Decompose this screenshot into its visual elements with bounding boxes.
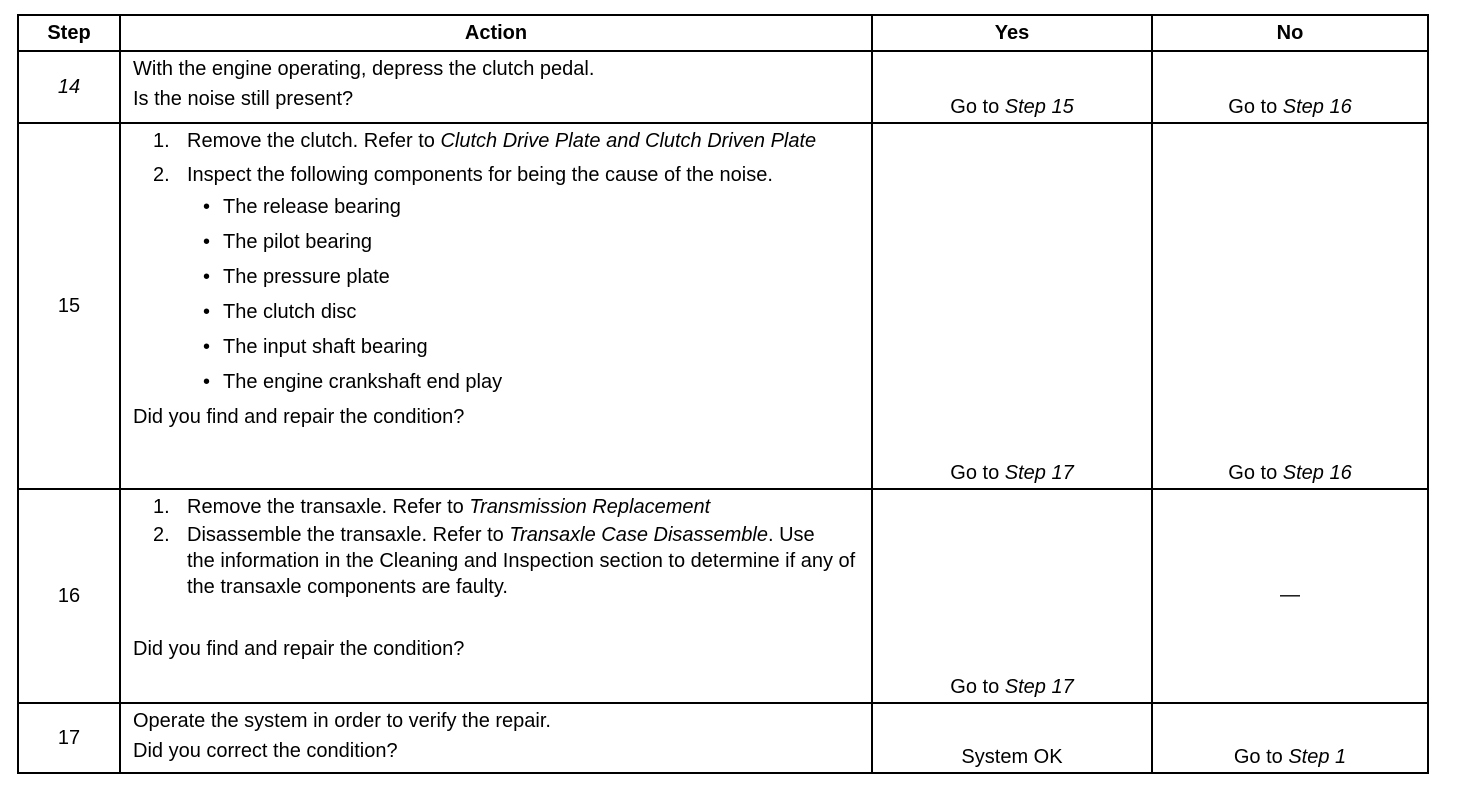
item-text-extra: the information in the Cleaning and Inspection section to determine if any of the transaxle components are faulty. [187,550,856,598]
item-number: 2. [153,164,170,186]
question-text: Did you correct the condition? [133,740,398,762]
yes-step-link[interactable]: Step 15 [1004,96,1074,118]
no-prefix: Go to [1228,96,1278,118]
table-row [18,123,1428,489]
action-text: With the engine operating, depress the clutch pedal. [133,58,595,80]
numbered-item [133,162,863,188]
item-number: 1. [153,496,170,518]
item-text-after: . Use [768,524,815,546]
no-cell [1152,123,1428,489]
no-cell [1152,703,1428,773]
question-text: Did you find and repair the condition? [133,406,465,428]
no-cell [1152,489,1428,703]
bullet-text: The release bearing [223,196,401,218]
action-text: Operate the system in order to verify the repair. [133,710,551,732]
question-text: Is the noise still present? [133,88,354,110]
reference-link[interactable]: Transmission Replacement [469,496,711,518]
bullet-text: The input shaft bearing [223,336,428,358]
list-item: • The clutch disc [133,295,863,330]
no-prefix: Go to [1228,462,1278,484]
bullet-text: The engine crankshaft end play [223,371,503,393]
yes-step-link[interactable]: Step 17 [1004,676,1074,698]
yes-result: System OK [961,746,1063,768]
no-cell [1152,51,1428,123]
diagnostic-table [17,14,1429,774]
item-text: Remove the clutch. Refer to [187,130,441,152]
item-number: 2. [153,524,170,546]
step-number: 14 [18,51,120,123]
numbered-item [133,128,863,154]
no-step-link[interactable]: Step 1 [1288,746,1347,768]
header-yes: Yes [872,15,1152,51]
step-number: 16 [18,489,120,703]
list-item: • The engine crankshaft end play [133,365,863,400]
item-text: Inspect the following components for being the cause of the noise. [187,164,773,186]
bullet-text: The pressure plate [223,266,390,288]
item-text: Disassemble the transaxle. Refer to [187,524,510,546]
action-cell [120,51,872,123]
yes-cell [872,123,1152,489]
header-no: No [1152,15,1428,51]
action-cell [120,123,872,489]
reference-link[interactable]: Clutch Drive Plate and Clutch Driven Plate [440,130,817,152]
header-row [18,15,1428,51]
yes-cell [872,703,1152,773]
yes-step-link[interactable]: Step 17 [1004,462,1074,484]
header-action: Action [120,15,872,51]
step-number: 17 [18,703,120,773]
numbered-item [133,494,863,520]
question-text: Did you find and repair the condition? [133,638,465,660]
numbered-item [133,522,863,600]
yes-cell [872,51,1152,123]
yes-prefix: Go to [950,462,1000,484]
action-cell [120,489,872,703]
table-row [18,489,1428,703]
no-step-link[interactable]: Step 16 [1282,96,1352,118]
list-item: • The input shaft bearing [133,330,863,365]
yes-cell [872,489,1152,703]
bullet-text: The pilot bearing [223,231,372,253]
reference-link[interactable]: Transaxle Case Disassemble [509,524,768,546]
yes-prefix: Go to [950,96,1000,118]
table-row [18,703,1428,773]
step-number: 15 [18,123,120,489]
action-cell [120,703,872,773]
list-item: • The pressure plate [133,260,863,295]
list-item: • The release bearing [133,190,863,225]
no-step-link[interactable]: Step 16 [1282,462,1352,484]
bullet-text: The clutch disc [223,301,357,323]
item-text: Remove the transaxle. Refer to [187,496,470,518]
item-number: 1. [153,130,170,152]
no-dash: — [1280,584,1300,606]
yes-prefix: Go to [950,676,1000,698]
no-prefix: Go to [1233,746,1283,768]
table-row [18,51,1428,123]
header-step: Step [18,15,120,51]
list-item: • The pilot bearing [133,225,863,260]
